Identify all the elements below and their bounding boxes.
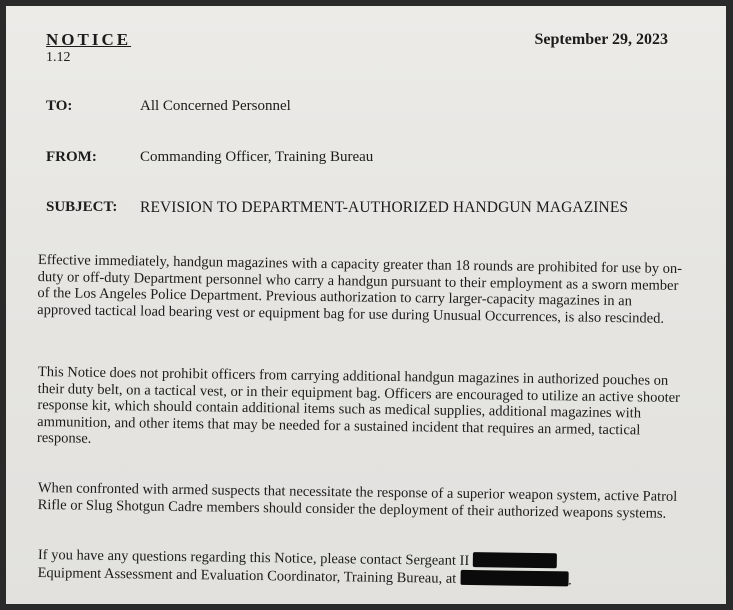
paragraph-text: When confronted with armed suspects that necessitate the response of a superior weapon system, active Patrol Rifle or Slug Shotgun Cadre members should consider the deployment of their authorized weapons systems. [37, 480, 678, 522]
body-paragraph-2 [37, 364, 690, 456]
redaction-bar-name [473, 552, 557, 568]
notice-document [6, 6, 726, 604]
subject-label: SUBJECT: [46, 199, 118, 215]
contact-text-2: Equipment Assessment and Evaluation Coordinator, Training Bureau, at [37, 564, 457, 587]
to-label: TO: [46, 98, 73, 114]
paragraph-text: This Notice does not prohibit officers from carrying additional handgun magazines in authorized pouches on their duty belt, on a tactical vest, or in their equipment bag. Officers are encouraged to utilize an active shooter response kit, which should contain additional items such as medical supplies, additional magazines with ammunition, and other items that may be needed for a sustained incident that requires an armed, tactical response. [36, 364, 681, 448]
body-paragraph-3 [38, 480, 690, 522]
from-value: Commanding Officer, Training Bureau [140, 149, 374, 165]
from-label: FROM: [46, 149, 97, 165]
body-paragraph-4 [38, 546, 690, 590]
to-value: All Concerned Personnel [140, 98, 291, 114]
body-paragraph-1 [37, 252, 690, 327]
subject-value: REVISION TO DEPARTMENT-AUTHORIZED HANDGUN MAGAZINES [140, 199, 629, 216]
notice-number: 1.12 [46, 50, 71, 65]
notice-title: NOTICE [46, 30, 132, 49]
redaction-bar-phone [460, 569, 568, 586]
contact-text-1: If you have any questions regarding this Notice, please contact Sergeant II [37, 546, 470, 570]
contact-text-end: . [568, 572, 572, 589]
notice-date: September 29, 2023 [534, 31, 668, 48]
paragraph-text: Effective immediately, handgun magazines with a capacity greater than 18 rounds are prohibited for use by on-duty or off-duty Department personnel who carry a handgun pursuant to their employment as a sworn member of the Los Angeles Police Department. Previous authorization to carry larger-capacity magazines in an approved tactical load bearing vest or equipment bag for use during Unusual Occurrences, is also rescinded. [37, 252, 683, 327]
